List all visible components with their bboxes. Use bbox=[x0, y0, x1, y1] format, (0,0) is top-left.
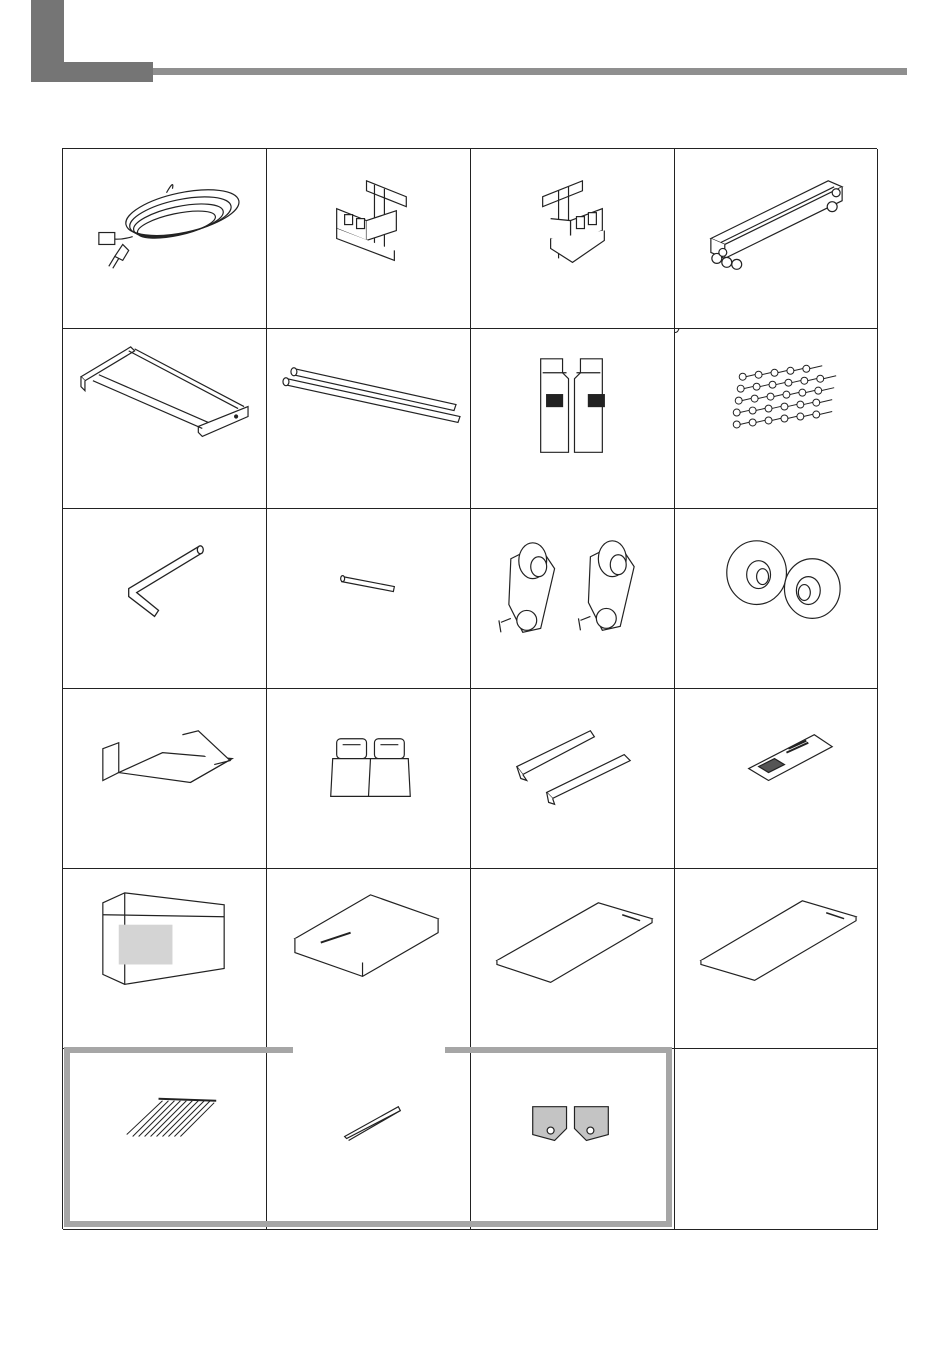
blade-holder-box-icon bbox=[63, 869, 266, 1048]
pin-icon bbox=[267, 509, 470, 688]
hex-wrench-item bbox=[63, 509, 267, 689]
stand-frame-icon bbox=[63, 329, 266, 508]
stand-leg-icon bbox=[471, 149, 674, 328]
stand-leg-left-item bbox=[267, 149, 471, 329]
replacement-blades-item bbox=[471, 1049, 675, 1230]
cleaning-sticks-item bbox=[63, 1049, 267, 1230]
media-clamp-icon bbox=[471, 689, 674, 868]
media-holder-icon bbox=[471, 509, 674, 688]
stay-bars-item bbox=[267, 329, 471, 509]
ink-bottle-icon bbox=[267, 689, 470, 868]
empty-cell bbox=[675, 1049, 878, 1230]
media-clamps-item bbox=[471, 689, 675, 869]
setup-guide-item bbox=[675, 869, 878, 1049]
stay-bars-icon bbox=[267, 329, 470, 508]
section-header-notch bbox=[64, 0, 153, 62]
optional-items-frame-gap bbox=[293, 1046, 445, 1054]
bolts-set-item bbox=[675, 329, 878, 509]
hex-wrench-icon bbox=[63, 509, 266, 688]
manual-icon bbox=[471, 869, 674, 1048]
media-flange-icon bbox=[675, 509, 877, 688]
power-cord-item bbox=[63, 149, 267, 329]
guide-icon bbox=[675, 869, 877, 1048]
software-package-icon bbox=[267, 869, 470, 1048]
users-manual-item bbox=[471, 869, 675, 1049]
accessories-table bbox=[62, 148, 877, 1229]
cleaning-kit-item bbox=[675, 689, 878, 869]
blade-icon bbox=[471, 1049, 674, 1229]
cleaning-kit-icon bbox=[675, 689, 877, 868]
stand-leg-right-item bbox=[471, 149, 675, 329]
cleaning-sticks-icon bbox=[63, 1049, 266, 1229]
stand-brackets-icon bbox=[471, 329, 674, 508]
stand-base-with-casters-item bbox=[675, 149, 878, 329]
stand-base-icon bbox=[675, 149, 877, 328]
tweezers-icon bbox=[267, 1049, 470, 1229]
basket-tray-item bbox=[63, 689, 267, 869]
basket-tray-icon bbox=[63, 689, 266, 868]
pin-item bbox=[267, 509, 471, 689]
stand-brackets-item bbox=[471, 329, 675, 509]
software-package-item bbox=[267, 869, 471, 1049]
power-cord-icon bbox=[63, 149, 266, 328]
section-header-rule bbox=[153, 68, 907, 75]
stand-leg-icon bbox=[267, 149, 470, 328]
blade-holder-box-item bbox=[63, 869, 267, 1049]
ink-bottles-item bbox=[267, 689, 471, 869]
bolts-icon bbox=[675, 329, 877, 508]
media-holders-item bbox=[471, 509, 675, 689]
media-flanges-item bbox=[675, 509, 878, 689]
tweezers-item bbox=[267, 1049, 471, 1230]
stand-frame-item bbox=[63, 329, 267, 509]
